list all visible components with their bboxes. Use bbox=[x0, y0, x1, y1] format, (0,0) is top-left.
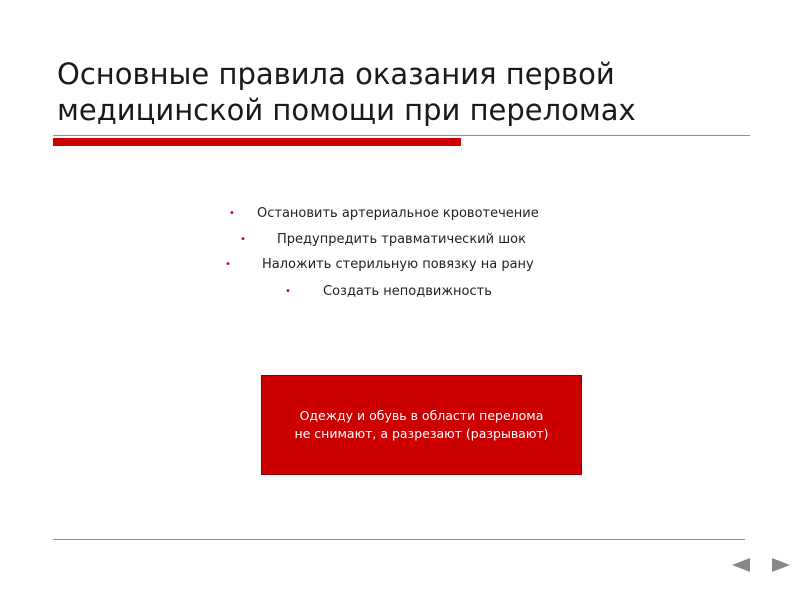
title-line-2: медицинской помощи при переломах bbox=[57, 93, 636, 127]
slide-title bbox=[57, 56, 757, 128]
arrow-right-icon bbox=[771, 558, 791, 572]
title-underline-accent-bar bbox=[53, 138, 461, 146]
bullet-marker-icon: • bbox=[240, 234, 246, 245]
bullet-marker-icon: • bbox=[285, 286, 291, 297]
bullet-item bbox=[225, 255, 534, 275]
callout-line-2: не снимают, а разрезают (разрывают) bbox=[294, 426, 549, 441]
callout-box bbox=[261, 375, 582, 475]
bullet-item bbox=[285, 282, 492, 302]
bullet-text: Наложить стерильную повязку на рану bbox=[262, 257, 534, 272]
bullet-text: Предупредить травматический шок bbox=[277, 232, 526, 247]
title-line-1: Основные правила оказания первой bbox=[57, 57, 615, 91]
bullet-text: Остановить артериальное кровотечение bbox=[257, 206, 539, 221]
bullet-text: Создать неподвижность bbox=[323, 284, 492, 299]
next-slide-button[interactable] bbox=[771, 558, 791, 572]
bullet-item bbox=[229, 204, 539, 224]
arrow-left-icon bbox=[731, 558, 751, 572]
callout-line-1: Одежду и обувь в области перелома bbox=[299, 408, 544, 423]
title-underline-thin bbox=[53, 135, 750, 136]
bullet-marker-icon: • bbox=[225, 259, 231, 270]
bullet-item bbox=[240, 230, 526, 250]
bullet-marker-icon: • bbox=[229, 208, 235, 219]
footer-rule bbox=[53, 539, 745, 540]
previous-slide-button[interactable] bbox=[731, 558, 751, 572]
